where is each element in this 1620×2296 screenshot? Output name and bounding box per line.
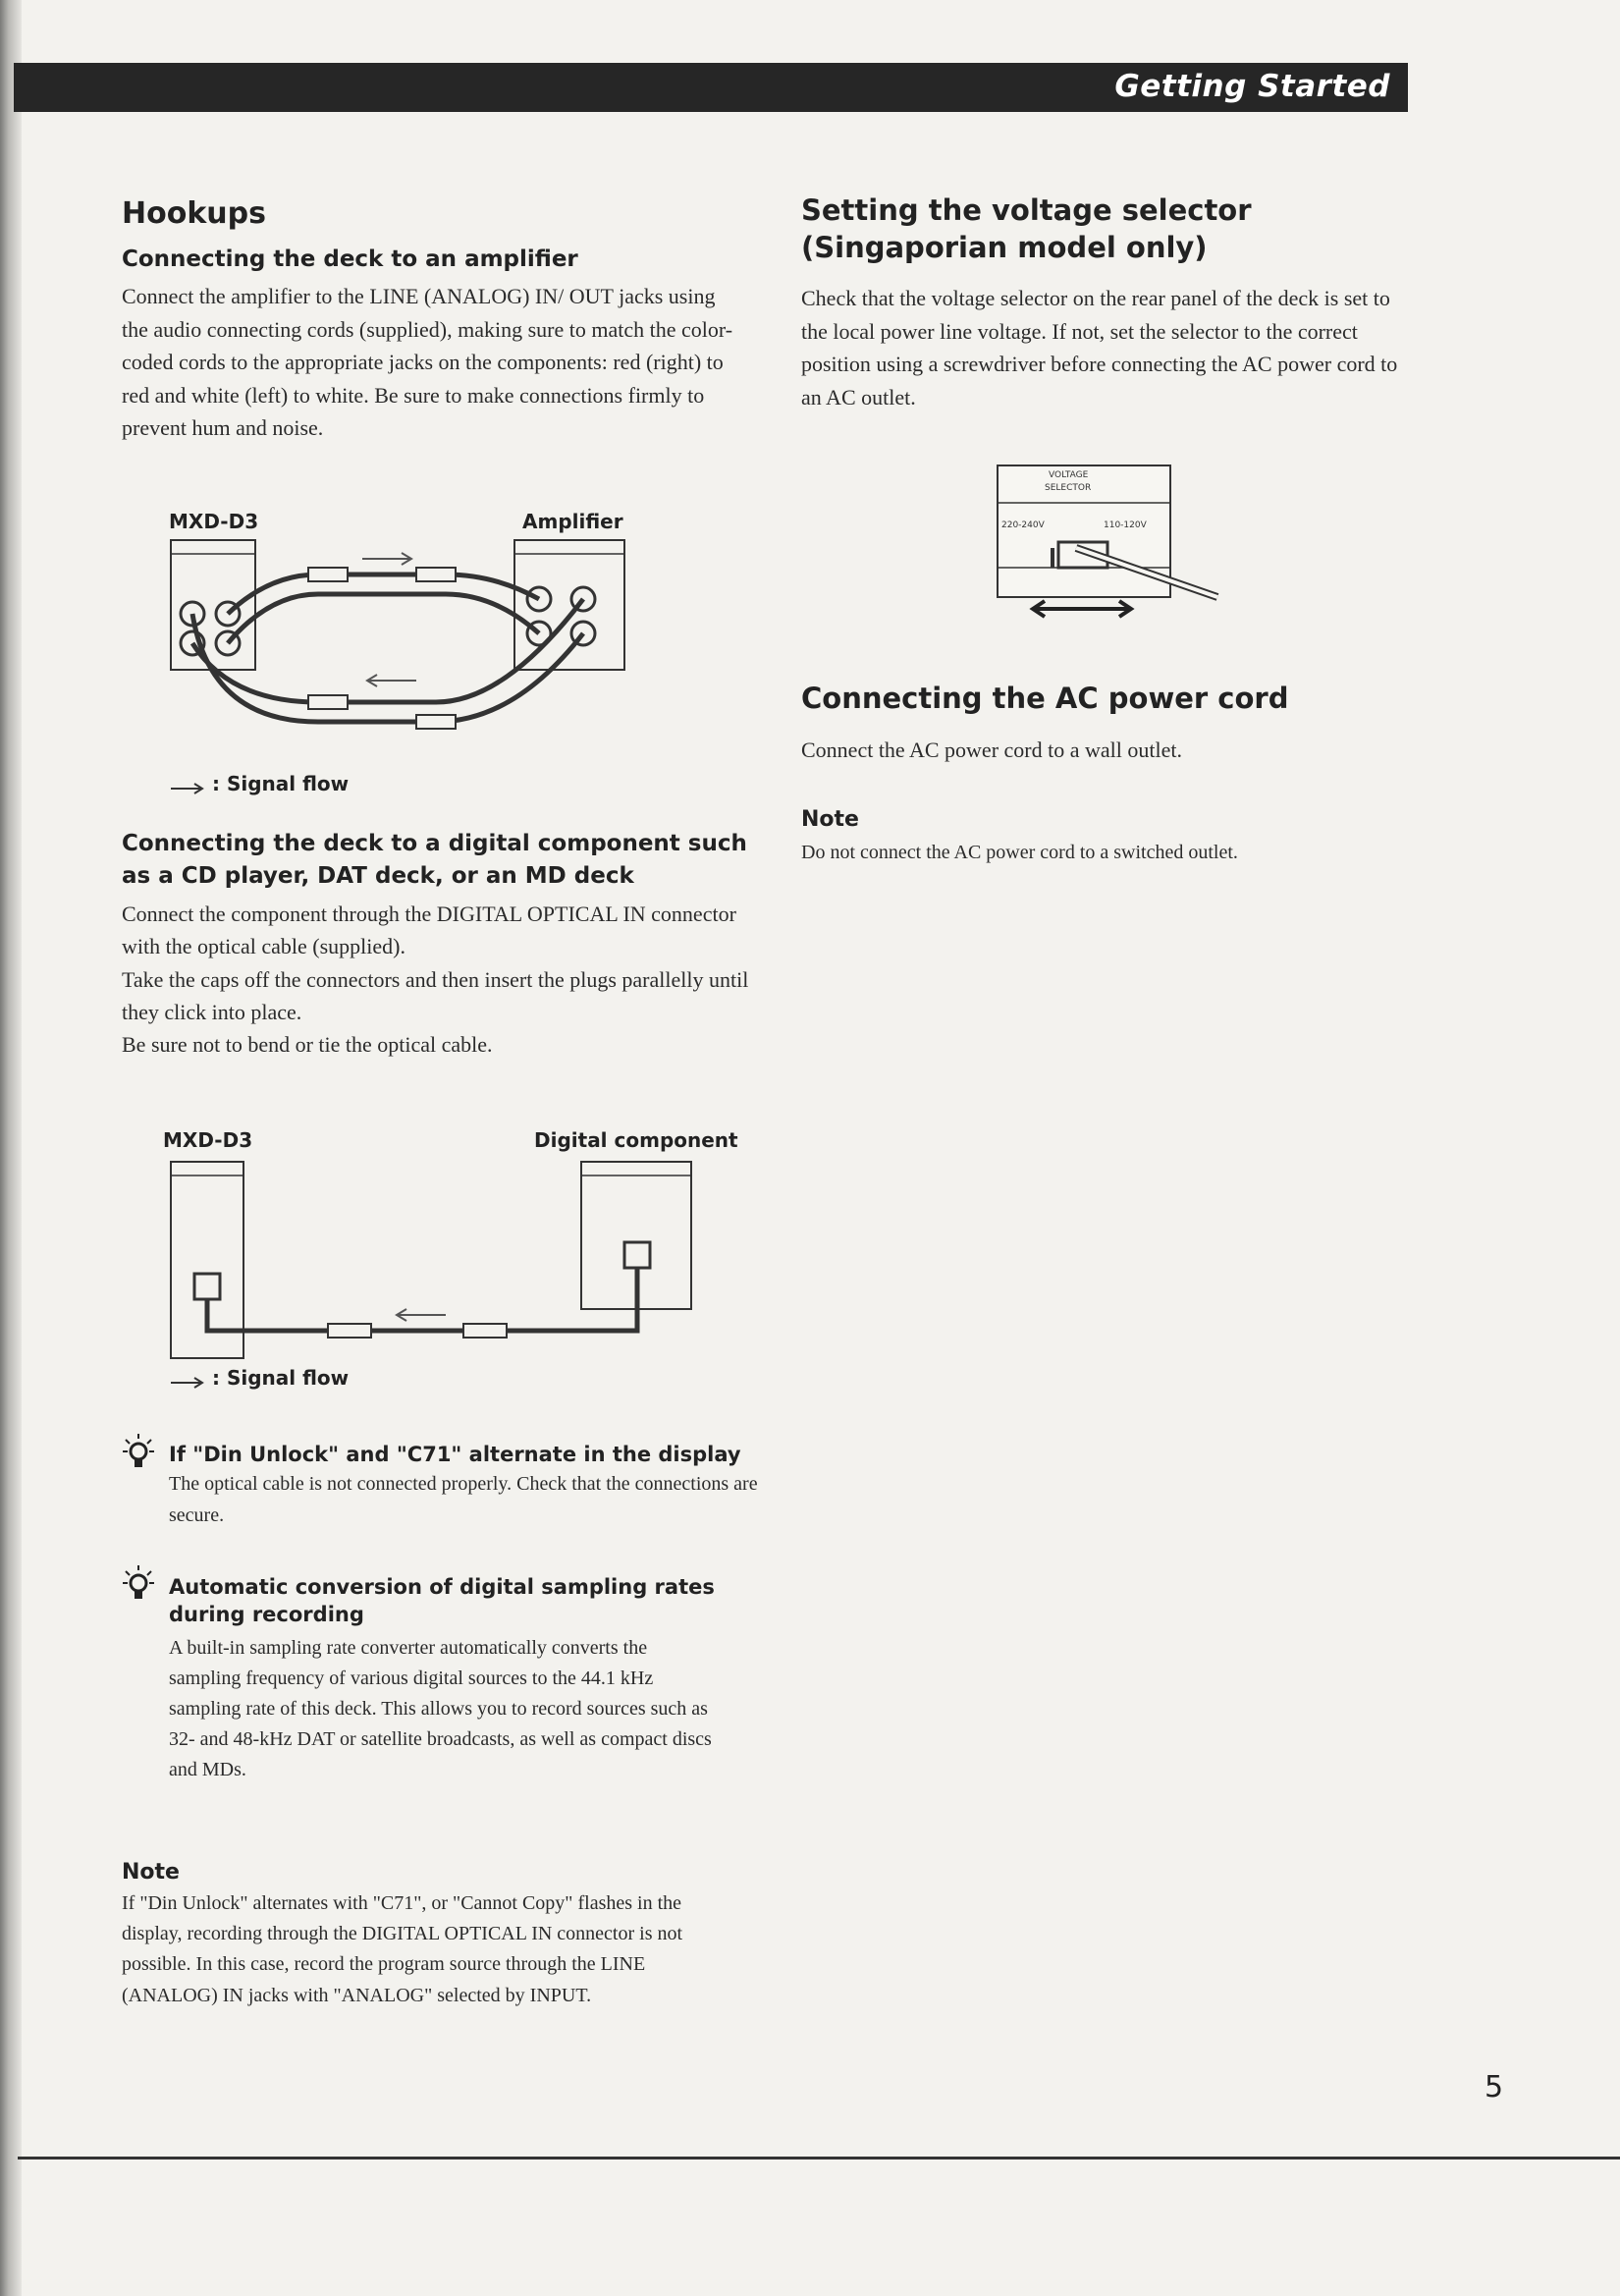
right-note-label: Note	[801, 807, 859, 832]
right-note	[801, 807, 1410, 868]
tip2-heading: Automatic conversion of digital sampling rates during recording	[169, 1575, 715, 1627]
lightbulb-tip-icon	[122, 1563, 155, 1603]
right-note-body: Do not connect the AC power cord to a switched outlet.	[801, 842, 1238, 863]
voltage-title: Setting the voltage selector (Singaporian model only)	[801, 193, 1252, 264]
signal-flow-arrow-icon	[169, 782, 208, 795]
digital-diagram	[122, 1124, 750, 1409]
left-note-label: Note	[122, 1860, 180, 1885]
diagram2-signal-flow: : Signal flow	[212, 1366, 350, 1390]
ac-power-section	[801, 682, 1410, 766]
diagram2-left-label: MXD-D3	[163, 1128, 253, 1152]
diagram1-left-label: MXD-D3	[169, 510, 259, 533]
voltage-selector-diagram	[994, 462, 1229, 638]
voltage-body: Check that the voltage selector on the rear panel of the deck is set to the local power line voltage. If not, set the selector to the correct position using a screwdriver before connecting the AC power cord to an AC outlet.	[801, 286, 1398, 410]
amplifier-body: Connect the amplifier to the LINE (ANALOG) IN/ OUT jacks using the audio connecting cords (supplied), making sure to match the color-coded cords to the appropriate jacks on the components: red (right) to red and white (left) to white. Be sure to make connections firmly to prevent hum and noise.	[122, 284, 733, 441]
signal-flow-arrow-icon	[169, 1376, 208, 1390]
amplifier-diagram	[122, 506, 750, 800]
diagram1-signal-flow: : Signal flow	[212, 772, 350, 795]
digital-section	[122, 828, 750, 1062]
voltage-selector-title-line1: VOLTAGE	[1049, 470, 1089, 480]
voltage-selector-drawing	[994, 462, 1229, 638]
voltage-section	[801, 192, 1410, 413]
ac-power-title: Connecting the AC power cord	[801, 682, 1289, 715]
ac-power-body: Connect the AC power cord to a wall outlet.	[801, 737, 1182, 762]
page-binding-edge	[0, 0, 22, 2296]
tip1-heading: If "Din Unlock" and "C71" alternate in the display	[169, 1443, 741, 1466]
tip1-body: The optical cable is not connected properly. Check that the connections are secure.	[169, 1473, 758, 1526]
bottom-rule	[18, 2157, 1620, 2159]
diagram2-right-label: Digital component	[534, 1128, 738, 1152]
amplifier-connection-drawing	[122, 506, 750, 800]
digital-body-3: Be sure not to bend or tie the optical cable.	[122, 1032, 493, 1058]
hookups-title: Hookups	[122, 196, 266, 231]
left-note	[122, 1860, 721, 2011]
voltage-left-value: 220-240V	[1001, 520, 1045, 530]
left-note-body: If "Din Unlock" alternates with "C71", or "Cannot Copy" flashes in the display, recording through the DIGITAL OPTICAL IN connector is not possible. In this case, record the program source through the LINE (ANALOG) IN jacks with "ANALOG" selected by INPUT.	[122, 1892, 683, 2006]
section-header-title: Getting Started	[1114, 69, 1390, 104]
tip2-body: A built-in sampling rate converter automatically converts the sampling frequency of various digital sources to the 44.1 kHz sampling rate of this deck. This allows you to record sources such as 32- and 48-kHz DAT or satellite broadcasts, as well as compact discs and MDs.	[169, 1636, 712, 1781]
digital-body-2: Take the caps off the connectors and then insert the plugs parallelly until they click into place.	[122, 966, 749, 1024]
lightbulb-tip-icon	[122, 1432, 155, 1471]
diagram1-right-label: Amplifier	[522, 510, 623, 533]
section-header-bar	[14, 63, 1408, 112]
voltage-right-value: 110-120V	[1104, 520, 1147, 530]
voltage-selector-title-line2: SELECTOR	[1045, 483, 1092, 493]
left-column	[122, 196, 740, 232]
amplifier-heading: Connecting the deck to an amplifier	[122, 246, 578, 272]
digital-heading: Connecting the deck to a digital component such as a CD player, DAT deck, or an MD deck	[122, 831, 747, 890]
digital-connection-drawing	[122, 1124, 750, 1370]
amplifier-section	[122, 244, 740, 445]
tip-sampling-rate	[169, 1573, 719, 1786]
tip-din-unlock	[169, 1440, 758, 1531]
digital-body-1: Connect the component through the DIGITAL OPTICAL IN connector with the optical cable (supplied).	[122, 901, 736, 959]
page-number: 5	[1485, 2070, 1504, 2105]
